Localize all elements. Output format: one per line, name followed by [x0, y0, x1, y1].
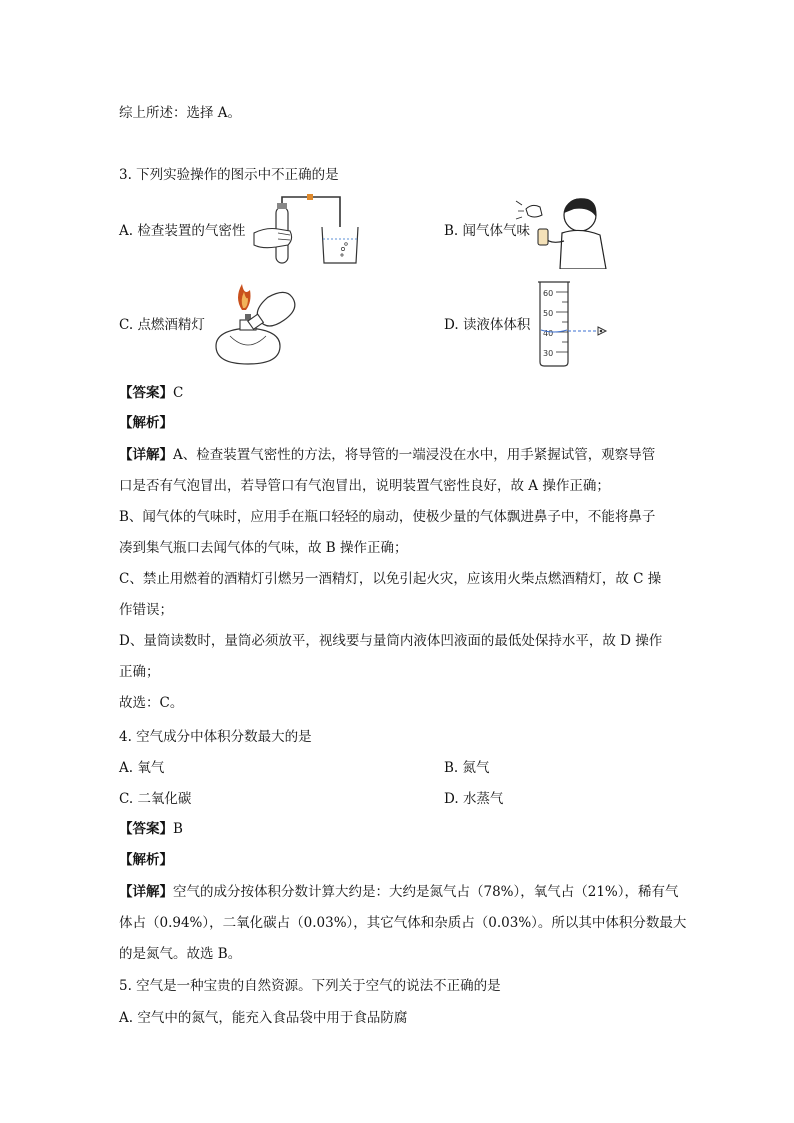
alcohol-lamp-figure: [208, 280, 308, 368]
q3-conclusion: 故选：C。: [119, 695, 184, 711]
option-text: 氮气: [462, 760, 490, 776]
cylinder-mark-60: 60: [543, 289, 554, 298]
option-key: A.: [119, 760, 134, 776]
option-text: 点燃酒精灯: [137, 317, 205, 333]
q4-detail-line: 的是氮气。故选 B。: [119, 946, 242, 962]
cylinder-mark-50: 50: [543, 309, 554, 318]
cylinder-mark-40: 40: [543, 329, 554, 338]
summary-line: 综上所述：选择 A。: [119, 105, 242, 121]
option-text: 检查装置的气密性: [137, 223, 246, 239]
q5-option-a: [119, 1008, 407, 1028]
q4-answer: [119, 819, 183, 839]
q4-detail-line: 体占（0.94%），二氧化碳占（0.03%），其它气体和杂质占（0.03%）。所以其中体积分数最大: [119, 915, 687, 931]
option-key: A.: [119, 223, 134, 239]
option-key: A.: [119, 1010, 134, 1026]
q5-stem: 5. 空气是一种宝贵的自然资源。下列关于空气的说法不正确的是: [119, 978, 501, 994]
q3-detail-line: B、闻气体的气味时，应用手在瓶口轻轻的扇动，使极少量的气体飘进鼻子中，不能将鼻子: [119, 509, 656, 525]
q3-detail-line: [119, 445, 655, 465]
option-key: C.: [119, 791, 134, 807]
q3-analysis-label: 【解析】: [119, 415, 173, 431]
q3-detail-line: 正确；: [119, 664, 160, 680]
q3-detail-line: D、量筒读数时，量筒必须放平，视线要与量筒内液体凹液面的最低处保持水平，故 D 操作: [119, 633, 663, 649]
option-text: 氧气: [137, 760, 165, 776]
graduated-cylinder-figure: [528, 278, 614, 368]
q3-option-c: [119, 315, 205, 335]
q3-detail-line: 口是否有气泡冒出，若导管口有气泡冒出，说明装置气密性良好，故 A 操作正确；: [119, 478, 610, 494]
answer-label: 【答案】: [119, 385, 173, 401]
q3-detail-line: C、禁止用燃着的酒精灯引燃另一酒精灯，以免引起火灾，应该用火柴点燃酒精灯，故 C 操: [119, 571, 662, 587]
option-key: B.: [444, 760, 459, 776]
detail-text: 空气的成分按体积分数计算大约是：大约是氮气占（78%），氧气占（21%），稀有气: [173, 884, 679, 900]
q3-answer: [119, 383, 183, 403]
q4-option-b: [444, 758, 490, 778]
q3-stem: 3. 下列实验操作的图示中不正确的是: [119, 167, 339, 183]
detail-text: A、检查装置气密性的方法，将导管的一端浸没在水中，用手紧握试管，观察导管: [173, 447, 656, 463]
option-key: D.: [444, 317, 459, 333]
option-key: D.: [444, 791, 459, 807]
detail-label: 【详解】: [119, 884, 173, 900]
q3-option-a: [119, 221, 245, 241]
detail-label: 【详解】: [119, 447, 173, 463]
airtightness-check-figure: [252, 193, 362, 269]
q3-detail-line: 凑到集气瓶口去闻气体的气味，故 B 操作正确；: [119, 540, 408, 556]
option-text: 二氧化碳: [137, 791, 192, 807]
answer-label: 【答案】: [119, 821, 173, 837]
option-key: B.: [444, 223, 459, 239]
smelling-gas-figure: [512, 193, 614, 269]
q4-stem: 4. 空气成分中体积分数最大的是: [119, 729, 312, 745]
answer-value: B: [173, 821, 183, 837]
q4-detail-line: [119, 882, 679, 902]
option-key: C.: [119, 317, 134, 333]
option-text: 水蒸气: [462, 791, 504, 807]
option-text: 闻气体气味: [462, 223, 531, 239]
q4-option-d: [444, 789, 503, 809]
option-text: 空气中的氮气，能充入食品袋中用于食品防腐: [137, 1010, 408, 1026]
option-text: 读液体体积: [462, 317, 531, 333]
q4-option-a: [119, 758, 164, 778]
q4-analysis-label: 【解析】: [119, 852, 173, 868]
cylinder-mark-30: 30: [543, 349, 554, 358]
q4-option-c: [119, 789, 191, 809]
q3-detail-line: 作错误；: [119, 602, 173, 618]
q3-option-d: [444, 315, 530, 335]
answer-value: C: [173, 385, 184, 401]
